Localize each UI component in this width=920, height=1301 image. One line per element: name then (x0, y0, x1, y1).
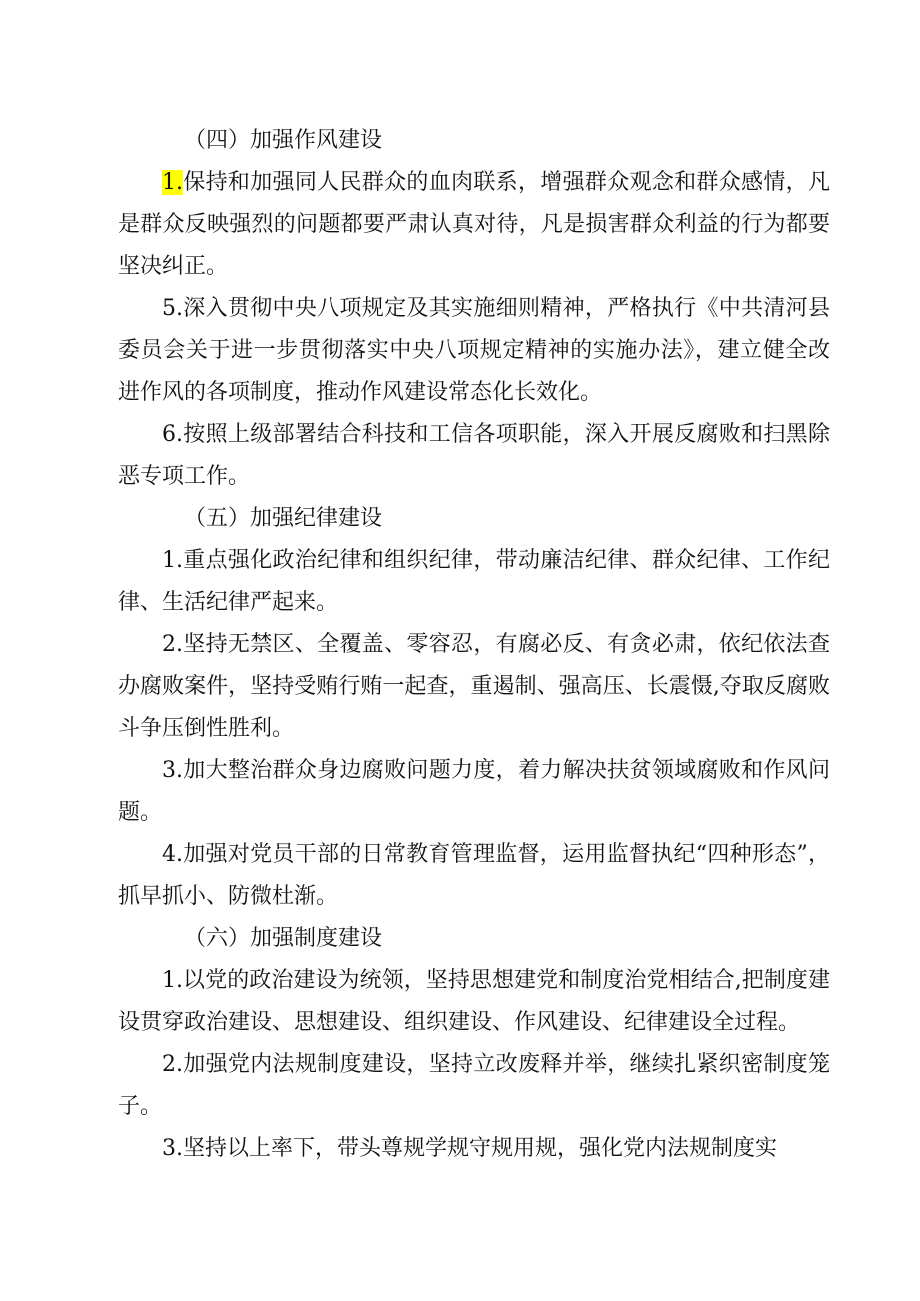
paragraph (118, 750, 830, 834)
paragraph (118, 414, 830, 498)
item-number: 2 (162, 1052, 176, 1077)
document-body (118, 120, 830, 1170)
item-number: 5 (162, 296, 176, 321)
paragraph-text: 保持和加强同人民群众的血肉联系，增强群众观念和群众感情，凡是群众反映强烈的问题都要严肃认真对待，凡是损害群众利益的行为都要坚决纠正。 (118, 170, 830, 279)
item-number: 6 (162, 422, 176, 447)
item-number: 1 (162, 968, 176, 993)
paragraph-text: .加强对党员干部的日常教育管理监督，运用监督执纪“四种形态”，抓早抓小、防微杜渐。 (118, 842, 830, 909)
item-number: 3 (162, 758, 176, 783)
paragraph-text: .重点强化政治纪律和组织纪律，带动廉洁纪律、群众纪律、工作纪律、生活纪律严起来。 (118, 548, 830, 615)
item-number: 3 (162, 1136, 176, 1161)
paragraph (118, 1128, 830, 1170)
paragraph-text: .深入贯彻中央八项规定及其实施细则精神，严格执行《中共清河县委员会关于进一步贯彻落实中央八项规定精神的实施办法》，建立健全改进作风的各项制度，推动作风建设常态化长效化。 (118, 296, 830, 405)
paragraph (118, 540, 830, 624)
section-heading-4: （四）加强作风建设 (184, 128, 383, 153)
highlighted-item-number: 1. (162, 170, 183, 195)
paragraph-text: .加强党内法规制度建设，坚持立改废释并举，继续扎紧织密制度笼子。 (118, 1052, 830, 1119)
paragraph (118, 162, 830, 288)
paragraph (118, 288, 830, 414)
item-number: 4 (162, 842, 176, 867)
section-heading-6: （六）加强制度建设 (184, 926, 383, 951)
paragraph (118, 834, 830, 918)
item-number: 1 (162, 548, 176, 573)
paragraph-text: .加大整治群众身边腐败问题力度，着力解决扶贫领域腐败和作风问题。 (118, 758, 830, 825)
section-heading-5: （五）加强纪律建设 (184, 506, 383, 531)
paragraph-text: .坚持无禁区、全覆盖、零容忍，有腐必反、有贪必肃，依纪依法查办腐败案件，坚持受贿行贿一起查，重遏制、强高压、长震慑,夺取反腐败斗争压倒性胜利。 (118, 632, 830, 741)
item-number: 2 (162, 632, 176, 657)
paragraph-text: .以党的政治建设为统领，坚持思想建党和制度治党相结合,把制度建设贯穿政治建设、思想建设、组织建设、作风建设、纪律建设全过程。 (118, 968, 830, 1035)
paragraph-text: .按照上级部署结合科技和工信各项职能，深入开展反腐败和扫黑除恶专项工作。 (118, 422, 830, 489)
paragraph (118, 624, 830, 750)
paragraph (118, 1044, 830, 1128)
paragraph (118, 960, 830, 1044)
paragraph-text: .坚持以上率下，带头尊规学规守规用规，强化党内法规制度实 (176, 1136, 777, 1161)
